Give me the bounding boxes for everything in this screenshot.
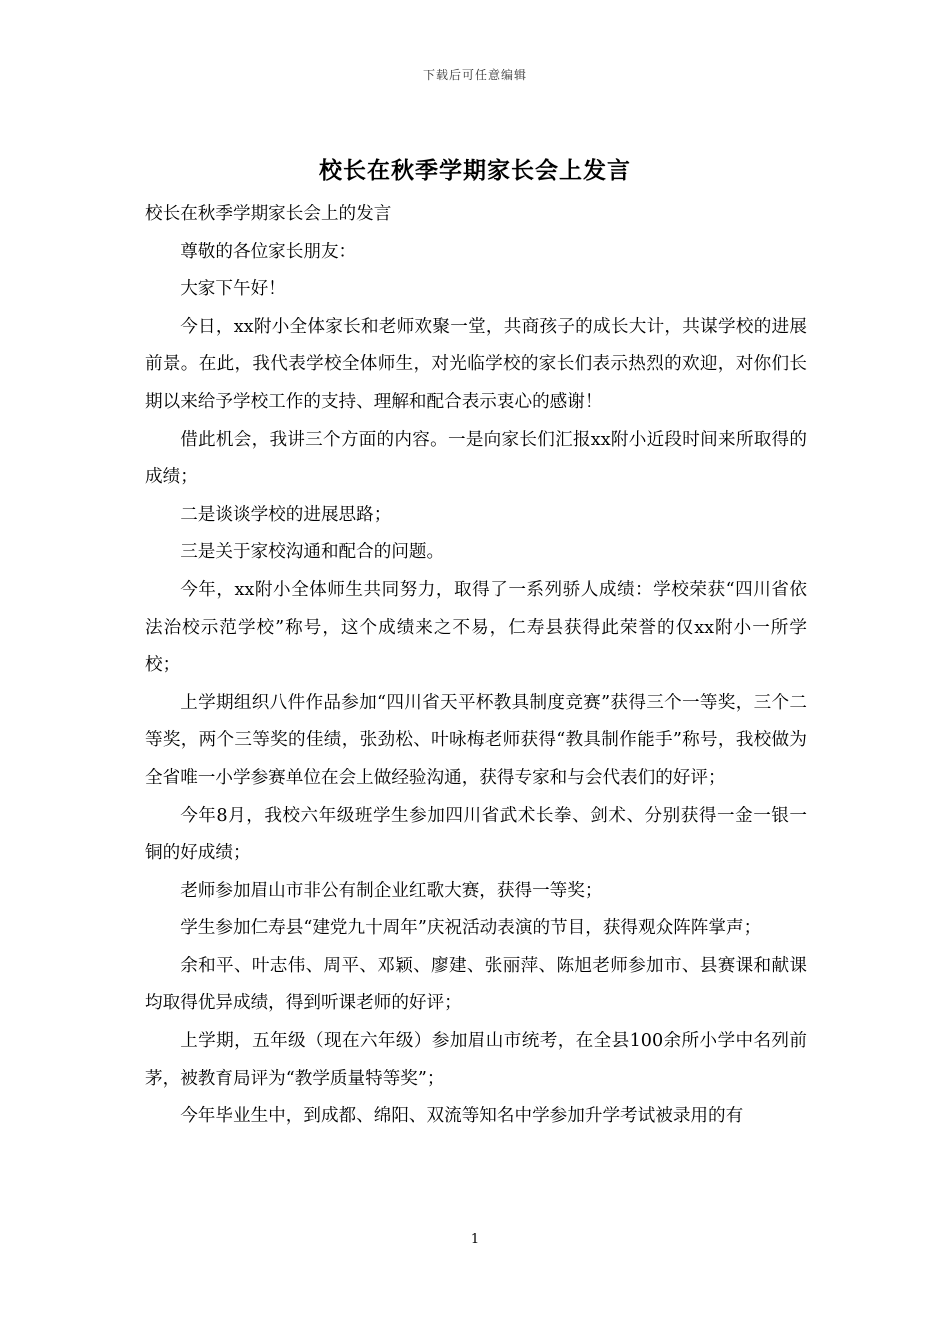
paragraph: 上学期组织八件作品参加“四川省天平杯教具制度竞赛”获得三个一等奖，三个二等奖，两个三等奖的佳绩，张劲松、叶咏梅老师获得“教具制作能手”称号，我校做为全省唯一小学参赛单位在会上做经验沟通，获得专家和与会代表们的好评；: [145, 692, 807, 788]
paragraph: 大家下午好！: [180, 279, 286, 300]
paragraph: 今年，xx附小全体师生共同努力，取得了一系列骄人成绩：学校荣获“四川省依法治校示范学校”称号，这个成绩来之不易，仁寿县获得此荣誉的仅xx附小一所学校；: [145, 579, 807, 676]
paragraph: 余和平、叶志伟、周平、邓颖、廖建、张丽萍、陈旭老师参加市、县赛课和献课均取得优异成绩，得到听课老师的好评；: [145, 955, 807, 1014]
header-note: 下载后可任意编辑: [422, 68, 527, 82]
paragraph: 尊敬的各位家长朋友：: [180, 241, 357, 262]
paragraph: 今年8月，我校六年级班学生参加四川省武术长拳、剑术、分别获得一金一银一铜的好成绩；: [145, 805, 807, 864]
paragraph: 上学期，五年级（现在六年级）参加眉山市统考，在全县100余所小学中名列前茅，被教育局评为“教学质量特等奖”；: [145, 1031, 807, 1089]
paragraph: 今年毕业生中，到成都、绵阳、双流等知名中学参加升学考试被录用的有: [180, 1106, 744, 1127]
paragraph: 校长在秋季学期家长会上的发言: [145, 204, 392, 224]
document-title: 校长在秋季学期家长会上发言: [319, 157, 631, 184]
paragraph: 二是谈谈学校的进展思路；: [180, 504, 392, 525]
paragraph: 今日，xx附小全体家长和老师欢聚一堂，共商孩子的成长大计，共谋学校的进展前景。在此，我代表学校全体师生，对光临学校的家长们表示热烈的欢迎，对你们长期以来给予学校工作的支持、理解和配合表示衷心的感谢！: [145, 316, 807, 412]
paragraph: 三是关于家校沟通和配合的问题。: [180, 542, 445, 563]
document-body: [145, 196, 807, 1136]
page-number: 1: [470, 1232, 480, 1247]
paragraph: 借此机会，我讲三个方面的内容。一是向家长们汇报xx附小近段时间来所取得的成绩；: [145, 429, 807, 488]
paragraph: 学生参加仁寿县“建党九十周年”庆祝活动表演的节目，获得观众阵阵掌声；: [180, 918, 762, 939]
paragraph: 老师参加眉山市非公有制企业红歌大赛，获得一等奖；: [180, 880, 603, 901]
